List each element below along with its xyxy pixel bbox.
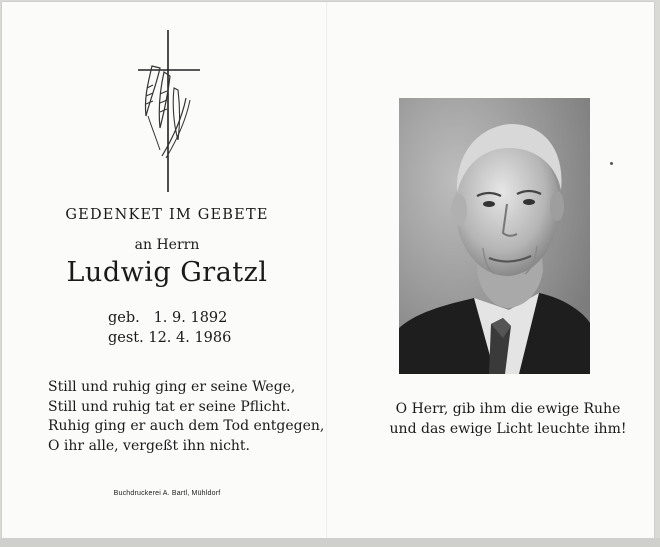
prayer-line: und das ewige Licht leuchte ihm! xyxy=(389,420,627,437)
verse-line: O ihr alle, vergeßt ihn nicht. xyxy=(48,437,251,454)
verse-line: Ruhig ging er auch dem Tod entgegen, xyxy=(48,418,325,434)
prayer-text xyxy=(327,400,660,439)
deceased-name: Ludwig Gratzl xyxy=(66,257,268,288)
verse-line: Still und ruhig tat er seine Pflicht. xyxy=(48,398,291,415)
left-panel xyxy=(2,2,326,538)
verse-line: Still und ruhig ging er seine Wege, xyxy=(48,379,296,395)
life-dates xyxy=(108,308,231,348)
page-edge xyxy=(0,538,660,547)
memorial-card xyxy=(2,2,654,538)
memorial-verse xyxy=(48,378,324,456)
paper-speck xyxy=(610,162,613,165)
portrait-photo xyxy=(399,98,590,374)
card-heading: GEDENKET IM GEBETE xyxy=(65,207,269,223)
prayer-line: O Herr, gib ihm die ewige Ruhe xyxy=(395,401,621,417)
birth-date: geb. 1. 9. 1892 xyxy=(108,310,228,326)
printer-imprint: Buchdruckerei A. Bartl, Mühldorf xyxy=(113,490,221,497)
cross-with-wheat-icon xyxy=(130,28,210,196)
salutation: an Herrn xyxy=(134,237,200,253)
right-panel xyxy=(327,2,654,538)
death-date: gest. 12. 4. 1986 xyxy=(108,330,232,346)
